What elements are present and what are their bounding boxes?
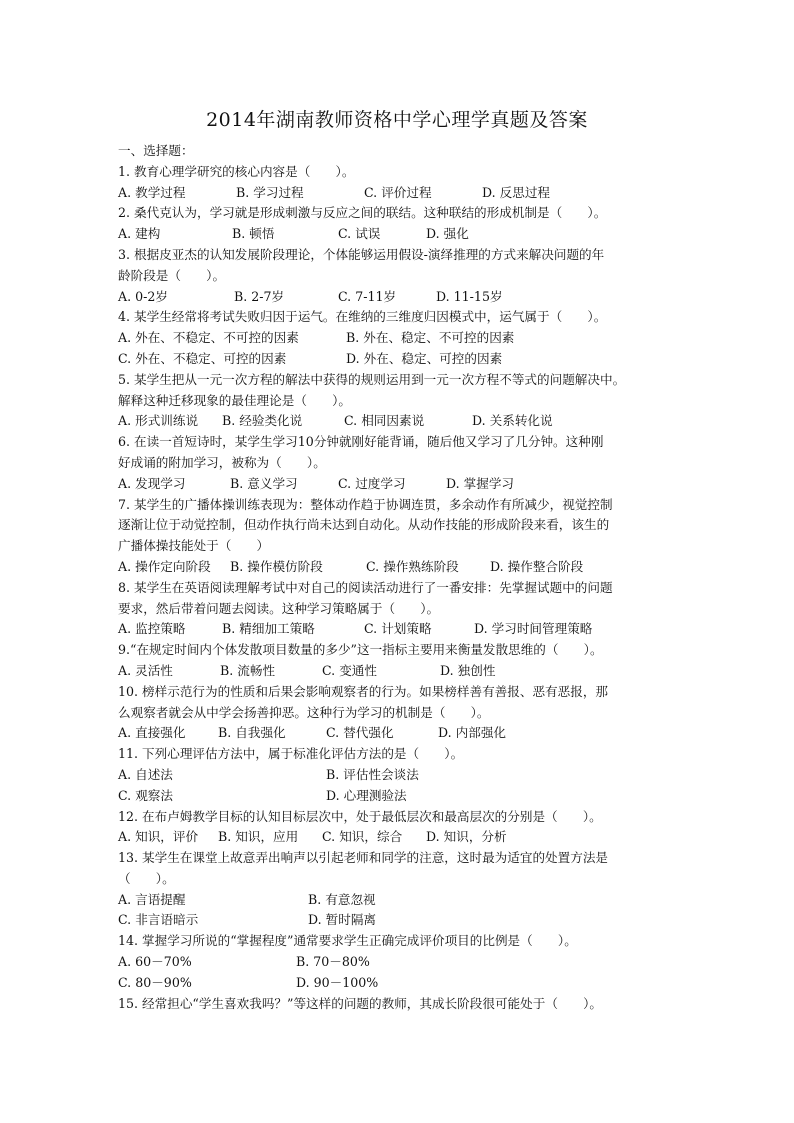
answer-option: A. 外在、不稳定、不可控的因素 <box>118 330 299 346</box>
answer-option: B. 知识，应用 <box>218 829 299 845</box>
option-row <box>118 287 684 308</box>
answer-option: C. 观察法 <box>118 787 173 803</box>
question-text: 13. 某学生在课堂上故意弄出响声以引起老师和同学的注意，这时最为适宜的处置方法是 <box>118 850 609 866</box>
answer-option: D. 暂时隔离 <box>308 912 377 928</box>
answer-option: D. 操作整合阶段 <box>490 558 584 574</box>
option-row <box>118 328 684 349</box>
answer-option: C. 相同因素说 <box>344 413 425 429</box>
option-row <box>118 952 684 973</box>
answer-option: B. 70－80% <box>296 954 370 970</box>
answer-option: A. 0-2岁 <box>118 288 168 304</box>
question-text: 14. 掌握学习所说的“掌握程度”通常要求学生正确完成评价项目的比例是（ ）。 <box>118 933 577 949</box>
option-row <box>118 349 684 370</box>
question-text: 7. 某学生的广播体操训练表现为：整体动作趋于协调连贯，多余动作有所减少，视觉控制 <box>118 496 613 512</box>
answer-option: C. 计划策略 <box>364 621 432 637</box>
question-text: 龄阶段是（ ）。 <box>118 267 226 283</box>
question-text: 12. 在布卢姆教学目标的认知目标层次中，处于最低层次和最高层次的分别是（ ）。 <box>118 808 602 824</box>
answer-option: B. 外在、稳定、不可控的因素 <box>346 330 515 346</box>
answer-option: D. 外在、稳定、可控的因素 <box>346 350 503 366</box>
option-row <box>118 557 684 578</box>
question-text: 5. 某学生把从一元一次方程的解法中获得的规则运用到一元一次方程不等式的问题解决中。 <box>118 371 626 387</box>
answer-option: C. 替代强化 <box>326 725 394 741</box>
answer-option: D. 11-15岁 <box>436 288 503 304</box>
question-text: 逐渐让位于动觉控制，但动作执行尚未达到自动化。从动作技能的形成阶段来看，该生的 <box>118 517 610 533</box>
option-row <box>118 661 684 682</box>
answer-option: A. 灵活性 <box>118 662 173 678</box>
answer-option: C. 知识，综合 <box>322 829 403 845</box>
answer-option: A. 教学过程 <box>118 184 186 200</box>
question-text: （ ）。 <box>118 870 175 886</box>
option-row <box>118 723 684 744</box>
answer-option: D. 掌握学习 <box>446 475 515 491</box>
answer-option: C. 非言语暗示 <box>118 912 199 928</box>
answer-option: C. 评价过程 <box>364 184 432 200</box>
answer-option: D. 强化 <box>426 226 469 242</box>
option-row <box>118 619 684 640</box>
answer-option: D. 学习时间管理策略 <box>474 621 593 637</box>
question-text: 6. 在读一首短诗时，某学生学习10分钟就刚好能背诵，随后他又学习了几分钟。这种刚 <box>118 434 604 450</box>
answer-option: B. 自我强化 <box>218 725 286 741</box>
answer-option: C. 操作熟练阶段 <box>366 558 459 574</box>
answer-option: A. 发现学习 <box>118 475 186 491</box>
answer-option: D. 90－100% <box>296 974 379 990</box>
answer-option: A. 知识，评价 <box>118 829 199 845</box>
question-text: 解释这种迁移现象的最佳理论是（ ）。 <box>118 392 351 408</box>
answer-option: B. 学习过程 <box>236 184 304 200</box>
answer-option: D. 独创性 <box>440 662 496 678</box>
question-text: 要求，然后带着问题去阅读。这种学习策略属于（ ）。 <box>118 600 440 616</box>
question-text: 9.“在规定时间内个体发散项目数量的多少”这一指标主要用来衡量发散思维的（ ）。 <box>118 642 603 658</box>
answer-option: A. 操作定向阶段 <box>118 558 211 574</box>
answer-option: B. 精细加工策略 <box>222 621 315 637</box>
answer-option: C. 7-11岁 <box>338 288 397 304</box>
answer-option: A. 言语提醒 <box>118 891 186 907</box>
option-row <box>118 474 684 495</box>
answer-option: C. 变通性 <box>322 662 377 678</box>
answer-option: A. 自述法 <box>118 766 173 782</box>
answer-option: D. 心理测验法 <box>326 787 407 803</box>
answer-option: B. 评估性会谈法 <box>326 766 419 782</box>
option-row <box>118 973 684 994</box>
option-row <box>118 827 684 848</box>
question-text: 么观察者就会从中学会扬善抑恶。这种行为学习的机制是（ ）。 <box>118 704 490 720</box>
answer-option: C. 外在、不稳定、可控的因素 <box>118 350 287 366</box>
question-text: 1. 教育心理学研究的核心内容是（ ）。 <box>118 163 355 179</box>
answer-option: B. 意义学习 <box>230 475 298 491</box>
option-row <box>118 765 684 786</box>
answer-option: A. 直接强化 <box>118 725 186 741</box>
answer-option: D. 关系转化说 <box>472 413 553 429</box>
answer-option: A. 形式训练说 <box>118 413 199 429</box>
answer-option: D. 知识，分析 <box>426 829 507 845</box>
answer-option: C. 试误 <box>338 226 381 242</box>
question-list <box>118 141 684 1014</box>
question-text: 15. 经常担心“学生喜欢我吗？”等这样的问题的教师，其成长阶段很可能处于（ ）。 <box>118 995 602 1011</box>
answer-option: D. 内部强化 <box>438 725 507 741</box>
question-text: 11. 下列心理评估方法中，属于标准化评估方法的是（ ）。 <box>118 746 464 762</box>
answer-option: B. 操作模仿阶段 <box>230 558 323 574</box>
answer-option: B. 有意忽视 <box>308 891 376 907</box>
option-row <box>118 224 684 245</box>
answer-option: B. 2-7岁 <box>234 288 285 304</box>
question-text: 好成诵的附加学习，被称为（ ）。 <box>118 454 326 470</box>
question-text: 广播体操技能处于（ ） <box>118 538 270 554</box>
question-text: 10. 榜样示范行为的性质和后果会影响观察者的行为。如果榜样善有善报、恶有恶报，那 <box>118 683 609 699</box>
section-heading: 一、选择题： <box>118 143 194 158</box>
answer-option: A. 监控策略 <box>118 621 186 637</box>
option-row <box>118 786 684 807</box>
answer-option: C. 80－90% <box>118 974 192 990</box>
answer-option: A. 建构 <box>118 226 161 242</box>
question-text: 8. 某学生在英语阅读理解考试中对自己的阅读活动进行了一番安排：先掌握试题中的问题 <box>118 579 613 595</box>
option-row <box>118 910 684 931</box>
question-text: 2. 桑代克认为，学习就是形成刺激与反应之间的联结。这种联结的形成机制是（ ）。 <box>118 205 607 221</box>
answer-option: B. 流畅性 <box>220 662 276 678</box>
answer-option: B. 经验类化说 <box>222 413 303 429</box>
answer-option: D. 反思过程 <box>482 184 551 200</box>
answer-option: B. 顿悟 <box>232 226 275 242</box>
option-row <box>118 411 684 432</box>
page-title: 2014年湖南教师资格中学心理学真题及答案 <box>206 109 588 131</box>
question-text: 3. 根据皮亚杰的认知发展阶段理论，个体能够运用假设-演绎推理的方式来解决问题的年 <box>118 246 605 262</box>
option-row <box>118 890 684 911</box>
answer-option: C. 过度学习 <box>338 475 406 491</box>
question-text: 4. 某学生经常将考试失败归因于运气。在维纳的三维度归因模式中，运气属于（ ）。 <box>118 309 607 325</box>
answer-option: A. 60－70% <box>118 954 192 970</box>
option-row <box>118 183 684 204</box>
